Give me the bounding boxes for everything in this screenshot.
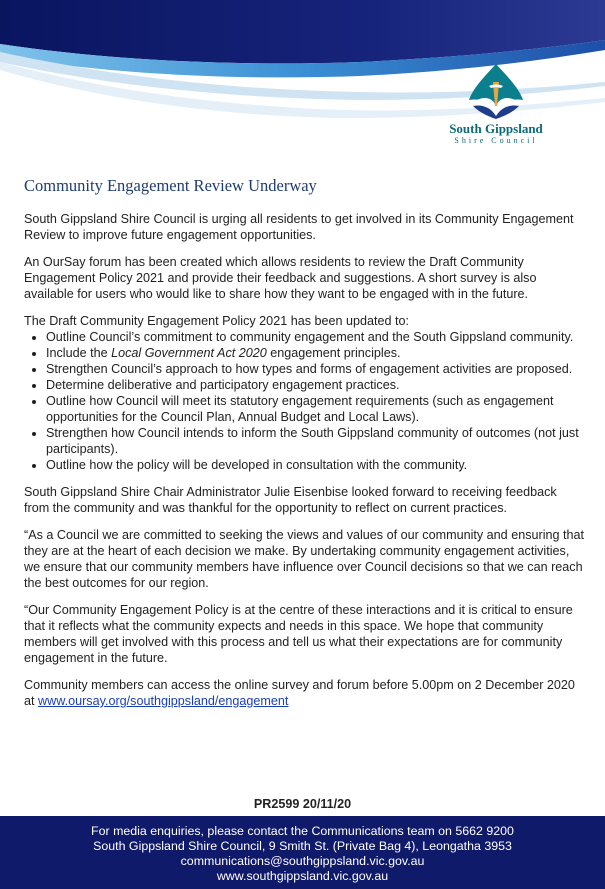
paragraph-access bbox=[24, 677, 584, 709]
paragraph-forum: An OurSay forum has been created which allows residents to review the Draft Community Engagement Policy 2021 and provide their feedback and suggestions. A short survey is also available for users who would like to share how they want to be engaged with in the future. bbox=[24, 255, 537, 301]
list-item: • Strengthen Council’s approach to how types and forms of engagement activities are proposed. bbox=[46, 361, 584, 377]
paragraph-chair: South Gippsland Shire Chair Administrator Julie Eisenbise looked forward to receiving feedback from the community and was thankful for the opportunity to reflect on current practices. bbox=[24, 485, 557, 515]
footer-media-line: For media enquiries, please contact the Communications team on 5662 9200 bbox=[91, 824, 514, 838]
access-text: Community members can access the online survey and forum before 5.00pm on 2 December 2020 at bbox=[24, 678, 575, 708]
footer-website[interactable]: www.southgippsland.vic.gov.au bbox=[216, 869, 389, 883]
paragraph-quote-1: “As a Council we are committed to seeking the views and values of our community and ensuring that they are at the heart of each decision we make. By undertaking community engagement activities, we ensure that our community members have influence over Council decisions so that we can reach the best outcomes for our region. bbox=[24, 528, 585, 590]
contact-footer bbox=[0, 816, 605, 889]
list-item-text: engagement principles. bbox=[266, 346, 401, 360]
list-item-text: Include the bbox=[46, 346, 112, 360]
list-item bbox=[46, 345, 584, 361]
article-body bbox=[24, 211, 584, 720]
list-intro: The Draft Community Engagement Policy 2021 has been updated to: bbox=[24, 314, 410, 328]
engagement-link[interactable]: www.oursay.org/southgippsland/engagement bbox=[38, 694, 289, 708]
list-item: • Strengthen how Council intends to inform the South Gippsland community of outcomes (not just participants). bbox=[46, 425, 584, 457]
press-release-reference: PR2599 20/11/20 bbox=[253, 797, 352, 811]
logo-subname: Shire Council bbox=[454, 136, 538, 145]
footer-address-line: South Gippsland Shire Council, 9 Smith St. (Private Bag 4), Leongatha 3953 bbox=[93, 839, 512, 853]
paragraph-quote-2: “Our Community Engagement Policy is at the centre of these interactions and it is critical to ensure that it reflects what the community expects and needs in this space. We hope that community members will get involved with this process and tell us what their expectations are for community engagement in the future. bbox=[24, 603, 573, 665]
page-title: Community Engagement Review Underway bbox=[24, 176, 317, 195]
list-item: • Outline Council’s commitment to community engagement and the South Gippsland community. bbox=[46, 329, 584, 345]
council-logo bbox=[436, 62, 556, 154]
list-item: • Outline how Council will meet its statutory engagement requirements (such as engagement opportunities for the Council Plan, Annual Budget and Local Laws). bbox=[46, 393, 584, 425]
policy-update-list bbox=[24, 329, 584, 473]
act-title: Local Government Act 2020 bbox=[111, 346, 267, 360]
logo-name: South Gippsland bbox=[449, 121, 543, 136]
council-emblem-icon bbox=[463, 62, 529, 120]
list-item: • Outline how the policy will be developed in consultation with the community. bbox=[46, 457, 584, 473]
list-item: • Determine deliberative and participatory engagement practices. bbox=[46, 377, 584, 393]
paragraph-intro: South Gippsland Shire Council is urging all residents to get involved in its Community Engagement Review to improve future engagement opportunities. bbox=[24, 212, 574, 242]
footer-email[interactable]: communications@southgippsland.vic.gov.au bbox=[180, 854, 425, 868]
